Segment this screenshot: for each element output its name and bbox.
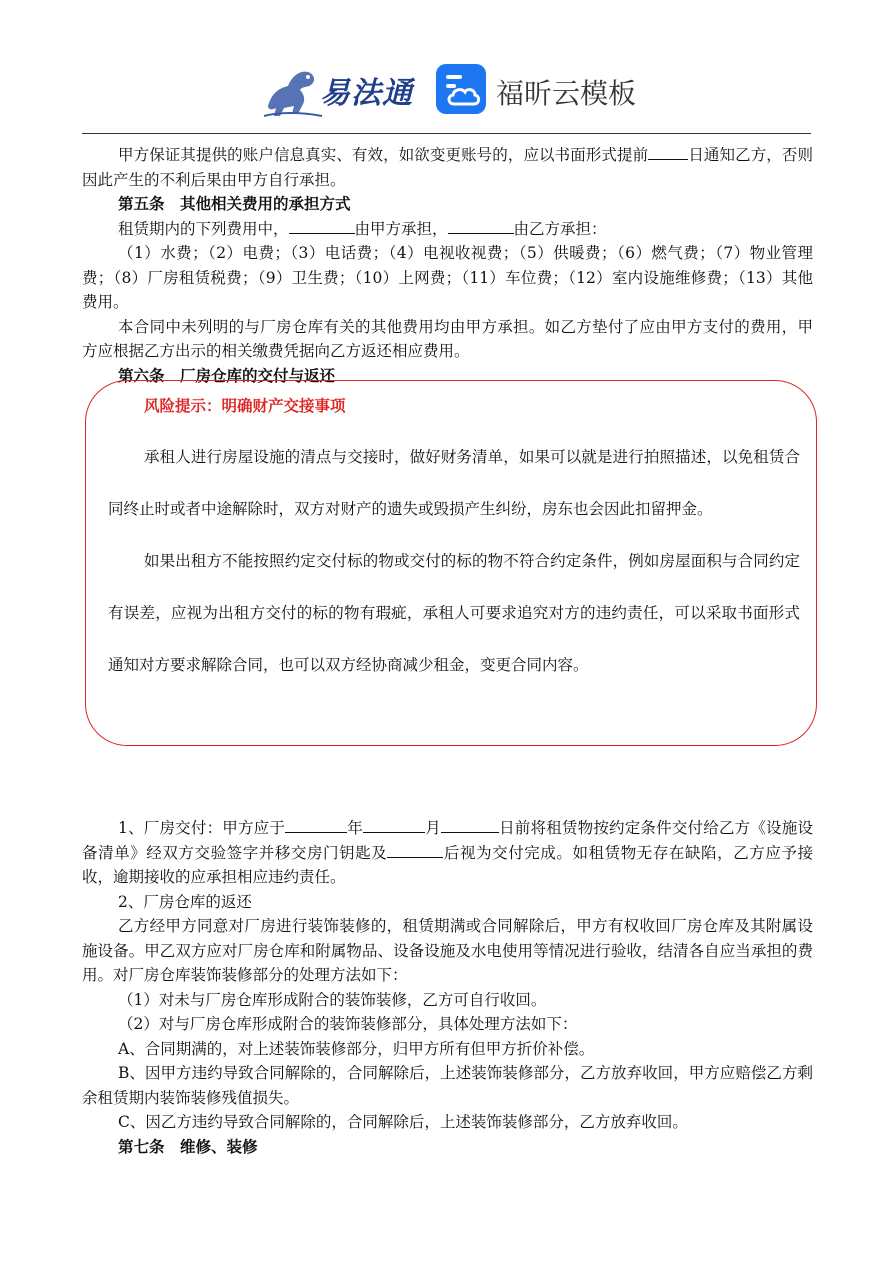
p2-text-a: 租赁期内的下列费用中， bbox=[118, 219, 289, 238]
header-divider bbox=[82, 133, 811, 134]
decoration-item-c: C、因乙方违约导致合同解除的，合同解除后，上述装饰装修部分，乙方放弃收回。 bbox=[118, 1113, 688, 1131]
risk-paragraph-2: 如果出租方不能按照约定交付标的物或交付的标的物不符合约定条件，例如房屋面积与合同约定有误差，应视为出租方交付的标的物有瑕疵，承租人可要求追究对方的违约责任，可以采取书面形式通知对方要求解除合同，也可以双方经协商减少租金，变更合同内容。 bbox=[108, 552, 800, 674]
q1-text-c: 月 bbox=[425, 819, 441, 837]
foxit-logo bbox=[436, 64, 636, 118]
decoration-item-a: A、合同期满的，对上述装饰装修部分，归甲方所有但甲方折价补偿。 bbox=[118, 1039, 595, 1058]
q1-text-a: 1、厂房交付：甲方应于 bbox=[118, 819, 286, 837]
p2-text-c: 由乙方承担： bbox=[513, 219, 607, 238]
qilin-icon bbox=[262, 62, 324, 120]
decoration-item-2: （2）对与厂房仓库形成附合的装饰装修部分，具体处理方法如下： bbox=[118, 1015, 578, 1033]
blank-party-a-fees bbox=[289, 218, 355, 234]
other-fees-paragraph: 本合同中未列明的与厂房仓库有关的其他费用均由甲方承担。如乙方垫付了应由甲方支付的费用，甲方应根据乙方出示的相关缴费凭据向乙方返还相应费用。 bbox=[82, 317, 813, 360]
risk-title: 风险提示：明确财产交接事项 bbox=[144, 397, 346, 415]
top-section bbox=[82, 143, 813, 388]
logo1-text: 易法通 bbox=[320, 76, 413, 111]
blank-items bbox=[387, 842, 443, 858]
blank-month bbox=[363, 817, 425, 833]
article5-heading: 第五条 其他相关费用的承担方式 bbox=[118, 194, 351, 213]
decoration-item-b: B、因甲方违约导致合同解除的，合同解除后，上述装饰装修部分，乙方放弃收回，甲方应赔偿乙方剩余租赁期内装饰装修残值损失。 bbox=[82, 1064, 813, 1107]
bottom-section bbox=[82, 816, 813, 1159]
article7-heading: 第七条 维修、装修 bbox=[118, 1136, 258, 1156]
blank-days bbox=[648, 144, 688, 160]
return-heading: 2、厂房仓库的返还 bbox=[118, 892, 252, 911]
logo2-text: 福昕云模板 bbox=[496, 77, 637, 110]
yifatong-logo bbox=[262, 62, 422, 122]
risk-warning-box bbox=[85, 380, 817, 746]
p1-text-a: 甲方保证其提供的账户信息真实、有效，如欲变更账号的，应以书面形式提前 bbox=[118, 146, 649, 164]
blank-year bbox=[285, 817, 347, 833]
return-paragraph: 乙方经甲方同意对厂房进行装饰装修的，租赁期满或合同解除后，甲方有权收回厂房仓库及其附属设施设备。甲乙双方应对厂房仓库和附属物品、设备设施及水电使用等情况进行验收，结清各自应当承担的费用。对厂房仓库装饰装修部分的处理方法如下： bbox=[82, 917, 813, 984]
risk-paragraph-1: 承租人进行房屋设施的清点与交接时，做好财务清单，如果可以就是进行拍照描述，以免租赁合同终止时或者中途解除时，双方对财产的遗失或毁损产生纠纷，房东也会因此扣留押金。 bbox=[108, 448, 800, 518]
account-info-paragraph bbox=[82, 143, 813, 192]
article6-heading: 第六条 厂房仓库的交付与返还 bbox=[118, 365, 336, 385]
fees-list-paragraph: （1）水费；（2）电费；（3）电话费；（4）电视收视费；（5）供暖费；（6）燃气费；（7）物业管理费；（8）厂房租赁税费；（9）卫生费；（10）上网费；（11）车位费；（12）室内设施维修费；（13）其他费用。 bbox=[82, 244, 813, 311]
risk-body bbox=[108, 431, 800, 691]
q1-text-b: 年 bbox=[347, 819, 363, 837]
blank-day bbox=[441, 817, 499, 833]
p2-text-b: 由甲方承担， bbox=[354, 219, 448, 238]
blank-party-b-fees bbox=[448, 218, 514, 234]
q1-text-d: 日前将租赁物按约定条件交付给乙方《设施设备清单》经双方交验签字并移交房门钥匙及 bbox=[82, 819, 813, 862]
page-header bbox=[0, 0, 893, 135]
delivery-paragraph bbox=[82, 816, 813, 890]
p1-text-b: 日通知乙方，否则因此产生的不利后果由甲方自行承担。 bbox=[82, 146, 813, 189]
foxit-cloud-icon bbox=[436, 64, 486, 114]
decoration-item-1: （1）对未与厂房仓库形成附合的装饰装修，乙方可自行收回。 bbox=[118, 990, 547, 1009]
fees-paragraph bbox=[82, 217, 813, 242]
q1-text-e: 后视为交付完成。如租赁物无存在缺陷，乙方应予接收，逾期接收的应承担相应违约责任。 bbox=[82, 843, 813, 886]
